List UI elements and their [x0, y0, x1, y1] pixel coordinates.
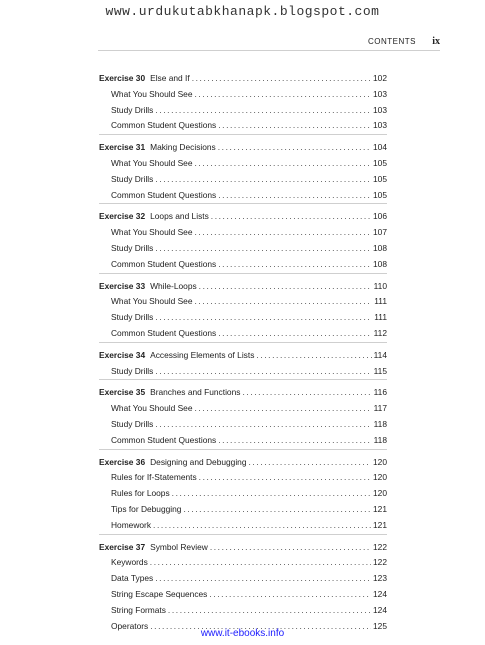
exercise-number: Exercise 30	[99, 73, 146, 83]
page-number: 121	[373, 503, 387, 514]
page-number: 108	[373, 258, 387, 269]
page-number: 103	[373, 120, 387, 131]
entry-title: Study Drills	[111, 418, 154, 429]
dot-leader	[211, 209, 371, 225]
dot-leader	[172, 486, 371, 502]
entry-title: Common Student Questions	[111, 120, 217, 131]
dot-leader	[218, 257, 371, 273]
page-number: 123	[373, 573, 387, 584]
table-of-contents	[99, 71, 387, 639]
toc-exercise-entry[interactable]	[99, 540, 387, 556]
entry-title: Making Decisions	[150, 142, 216, 153]
toc-subentry[interactable]	[99, 188, 387, 204]
toc-subentry[interactable]	[99, 587, 387, 603]
toc-subentry[interactable]	[99, 470, 387, 486]
dot-leader	[192, 71, 371, 87]
entry-title: Operators	[111, 620, 149, 631]
exercise-number: Exercise 35	[99, 387, 146, 398]
entry-title: Else and If	[150, 73, 190, 83]
dot-leader	[195, 156, 372, 172]
toc-subentry[interactable]	[99, 156, 387, 172]
toc-subentry[interactable]	[99, 603, 387, 619]
entry-title: String Formats	[111, 604, 166, 615]
entry-title: Common Student Questions	[111, 434, 217, 445]
entry-title: What You Should See	[111, 403, 193, 414]
entry-title: What You Should See	[111, 227, 193, 238]
page-number: 121	[373, 519, 387, 530]
toc-exercise-entry[interactable]	[99, 71, 387, 87]
page-number: 106	[373, 211, 387, 222]
entry-title: Study Drills	[111, 173, 154, 184]
page-number: 120	[373, 488, 387, 499]
page-number: 103	[373, 104, 387, 115]
toc-subentry[interactable]	[99, 555, 387, 571]
page-number: 116	[373, 387, 387, 398]
page-number: 112	[373, 327, 387, 338]
watermark-url: www.urdukutabkhanapk.blogspot.com	[105, 4, 380, 19]
page-number: 118	[373, 418, 387, 429]
toc-subentry[interactable]	[99, 294, 387, 310]
entry-title: String Escape Sequences	[111, 588, 208, 599]
toc-subentry[interactable]	[99, 103, 387, 119]
dot-leader	[199, 470, 371, 486]
entry-title: Accessing Elements of Lists	[150, 349, 255, 360]
page-number: 108	[373, 242, 387, 253]
toc-subentry[interactable]	[99, 486, 387, 502]
dot-leader	[218, 188, 371, 204]
running-head	[0, 36, 440, 47]
page-number: 111	[374, 312, 387, 323]
dot-leader	[195, 87, 372, 103]
entry-title: Keywords	[111, 557, 148, 568]
running-head-label: CONTENTS	[367, 37, 416, 46]
toc-subentry[interactable]	[99, 433, 387, 449]
dot-leader	[209, 587, 371, 603]
toc-subentry[interactable]	[99, 87, 387, 103]
toc-subentry[interactable]	[99, 118, 387, 134]
page-number: 118	[373, 434, 387, 445]
dot-leader	[195, 294, 373, 310]
exercise-number: Exercise 33	[99, 280, 146, 291]
dot-leader	[256, 348, 371, 364]
toc-subentry[interactable]	[99, 417, 387, 433]
toc-subentry[interactable]	[99, 172, 387, 188]
dot-leader	[183, 502, 371, 518]
page-number: 102	[373, 73, 387, 83]
dot-leader	[195, 401, 372, 417]
footer-link[interactable]: www.it-ebooks.info	[200, 628, 285, 639]
toc-group	[99, 455, 387, 535]
toc-group	[99, 209, 387, 273]
page-number: 103	[373, 88, 387, 99]
dot-leader	[195, 225, 372, 241]
entry-title: Branches and Functions	[150, 387, 241, 398]
dot-leader	[155, 172, 371, 188]
entry-title: Homework	[111, 519, 152, 530]
dot-leader	[218, 118, 371, 134]
toc-exercise-entry[interactable]	[99, 140, 387, 156]
entry-title: What You Should See	[111, 88, 193, 99]
entry-title: Study Drills	[111, 365, 154, 376]
toc-group	[99, 279, 387, 343]
toc-group	[99, 140, 387, 204]
toc-exercise-entry[interactable]	[99, 279, 387, 295]
page-number: 124	[373, 604, 387, 615]
entry-title: Designing and Debugging	[150, 456, 247, 467]
page-number: 110	[373, 280, 387, 291]
toc-subentry[interactable]	[99, 241, 387, 257]
toc-exercise-entry[interactable]	[99, 455, 387, 471]
toc-subentry[interactable]	[99, 571, 387, 587]
dot-leader	[168, 603, 371, 619]
dot-leader	[155, 241, 371, 257]
entry-title: Common Student Questions	[111, 258, 217, 269]
page-number: 114	[373, 349, 387, 360]
exercise-number: Exercise 31	[99, 142, 146, 153]
toc-exercise-entry[interactable]	[99, 385, 387, 401]
dot-leader	[150, 555, 371, 571]
dot-leader	[218, 433, 371, 449]
dot-leader	[218, 326, 371, 342]
running-head-page-number: ix	[432, 36, 440, 47]
toc-subentry[interactable]	[99, 326, 387, 342]
entry-title: Symbol Review	[150, 541, 208, 552]
entry-title: While-Loops	[150, 280, 197, 291]
dot-leader	[199, 279, 372, 295]
exercise-number: Exercise 32	[99, 211, 146, 222]
dot-leader	[218, 140, 371, 156]
page-number: 120	[373, 472, 387, 483]
entry-title: Common Student Questions	[111, 189, 217, 200]
toc-group	[99, 540, 387, 635]
page-number: 124	[373, 588, 387, 599]
toc-subentry[interactable]	[99, 401, 387, 417]
toc-subentry[interactable]	[99, 364, 387, 380]
dot-leader	[155, 571, 371, 587]
entry-title: What You Should See	[111, 157, 193, 168]
page-number: 104	[373, 142, 387, 153]
entry-title: Rules for If-Statements	[111, 472, 197, 483]
dot-leader	[155, 103, 371, 119]
entry-title: Study Drills	[111, 104, 154, 115]
entry-title: Data Types	[111, 573, 154, 584]
exercise-number: Exercise 36	[99, 456, 146, 467]
toc-group	[99, 71, 387, 135]
toc-group	[99, 348, 387, 381]
page-number: 122	[373, 557, 387, 568]
page-number: 115	[373, 365, 387, 376]
page-number: 111	[374, 296, 387, 307]
entry-title: Rules for Loops	[111, 488, 170, 499]
page-number: 120	[373, 456, 387, 467]
page-number: 105	[373, 189, 387, 200]
dot-leader	[210, 540, 371, 556]
exercise-number: Exercise 34	[99, 349, 146, 360]
toc-exercise-entry[interactable]	[99, 348, 387, 364]
entry-title: Study Drills	[111, 312, 154, 323]
entry-title: Common Student Questions	[111, 327, 217, 338]
dot-leader	[155, 310, 372, 326]
page-number: 105	[373, 157, 387, 168]
entry-title: Study Drills	[111, 242, 154, 253]
page-number: 117	[373, 403, 387, 414]
dot-leader	[155, 364, 371, 380]
toc-subentry[interactable]	[99, 310, 387, 326]
header-rule	[98, 50, 440, 51]
toc-subentry[interactable]	[99, 225, 387, 241]
dot-leader	[153, 518, 371, 534]
page-number: 105	[373, 173, 387, 184]
toc-subentry[interactable]	[99, 257, 387, 273]
dot-leader	[242, 385, 371, 401]
dot-leader	[249, 455, 372, 471]
dot-leader	[155, 417, 371, 433]
exercise-number: Exercise 37	[99, 541, 146, 552]
toc-exercise-entry[interactable]	[99, 209, 387, 225]
page-number: 122	[373, 541, 387, 552]
entry-title: What You Should See	[111, 296, 193, 307]
toc-subentry[interactable]	[99, 518, 387, 534]
entry-title: Tips for Debugging	[111, 503, 182, 514]
page-number: 107	[373, 227, 387, 238]
toc-subentry[interactable]	[99, 502, 387, 518]
entry-title: Loops and Lists	[150, 211, 209, 222]
page-number: 125	[373, 620, 387, 631]
toc-group	[99, 385, 387, 449]
